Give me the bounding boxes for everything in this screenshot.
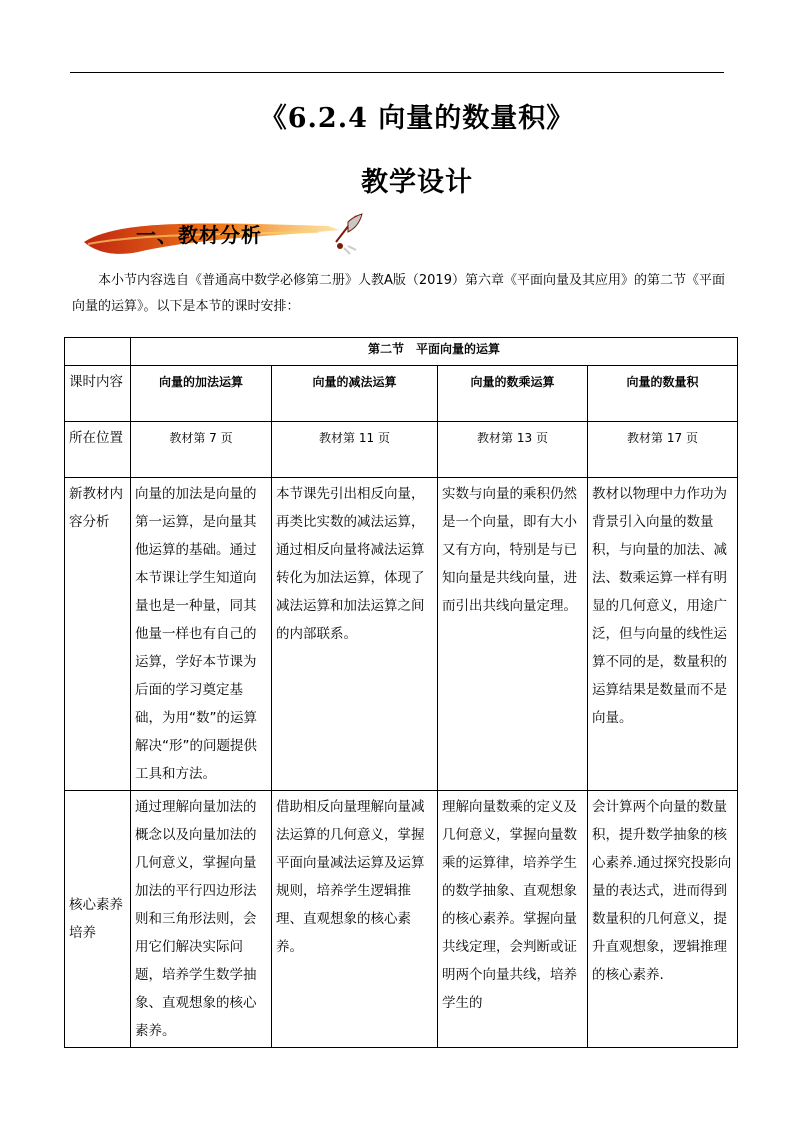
analysis-cell: 教材以物理中力作功为背景引入向量的数量积，与向量的加法、减法、数乘运算一样有明显的几何意义，用途广泛，但与向量的线性运算不同的是，数量积的运算结果是数量而不是向量。 (588, 478, 738, 791)
column-header: 向量的数乘运算 (438, 366, 588, 422)
row-header-analysis: 新教材内容分析 (65, 478, 131, 791)
section-banner (78, 212, 378, 260)
section-heading: 一、教材分析 (136, 223, 262, 247)
page-subtitle: 教学设计 (361, 167, 473, 198)
table-corner-cell (65, 338, 131, 366)
literacy-cell: 会计算两个向量的数量积，提升数学抽象的核心素养.通过探究投影向量的表达式，进而得到数量积的几何意义，提升直观想象，逻辑推理的核心素养. (588, 791, 738, 1048)
table-row (65, 338, 738, 366)
literacy-cell: 借助相反向量理解向量减法运算的几何意义，掌握平面向量减法运算及运算规则，培养学生逻辑推理、直观想象的核心素养。 (272, 791, 438, 1048)
row-header-position: 所在位置 (65, 422, 131, 478)
row-header-lesson: 课时内容 (65, 366, 131, 422)
column-header: 向量的数量积 (588, 366, 738, 422)
analysis-cell: 本节课先引出相反向量，再类比实数的减法运算，通过相反向量将减法运算转化为加法运算，体现了减法运算和加法运算之间的内部联系。 (272, 478, 438, 791)
column-header: 向量的加法运算 (131, 366, 272, 422)
intro-paragraph: 本小节内容选自《普通高中数学必修第二册》人教A版（2019）第六章《平面向量及其应用》的第二节《平面向量的运算》。以下是本节的课时安排： (72, 273, 725, 314)
literacy-cell: 理解向量数乘的定义及几何意义，掌握向量数乘的运算律，培养学生的数学抽象、直观想象的核心素养。掌握向量共线定理，会判断或证明两个向量共线，培养学生的 (438, 791, 588, 1048)
row-header-literacy: 核心素养培养 (65, 791, 131, 1048)
analysis-cell: 向量的加法是向量的第一运算，是向量其他运算的基础。通过本节课让学生知道向量也是一种量，同其他量一样也有自己的运算，学好本节课为后面的学习奠定基础，为用“数”的运算解决“形”的问题提供工具和方法。 (131, 478, 272, 791)
analysis-cell: 实数与向量的乘积仍然是一个向量，即有大小又有方向，特别是与已知向量是共线向量，进而引出共线向量定理。 (438, 478, 588, 791)
feather-quill-icon (336, 214, 362, 254)
lesson-schedule-table (64, 337, 738, 1048)
position-cell: 教材第 17 页 (588, 422, 738, 478)
table-row (65, 366, 738, 422)
page-title: 《6.2.4 向量的数量积》 (259, 103, 575, 134)
position-cell: 教材第 13 页 (438, 422, 588, 478)
column-header: 向量的减法运算 (272, 366, 438, 422)
literacy-cell: 通过理解向量加法的概念以及向量加法的几何意义，掌握向量加法的平行四边形法则和三角形法则，会用它们解决实际问题，培养学生数学抽象、直观想象的核心素养。 (131, 791, 272, 1048)
table-row (65, 422, 738, 478)
table-section-title: 第二节 平面向量的运算 (131, 338, 738, 366)
position-cell: 教材第 11 页 (272, 422, 438, 478)
header-rule (70, 72, 724, 73)
table-row (65, 478, 738, 791)
position-cell: 教材第 7 页 (131, 422, 272, 478)
table-row (65, 791, 738, 1048)
